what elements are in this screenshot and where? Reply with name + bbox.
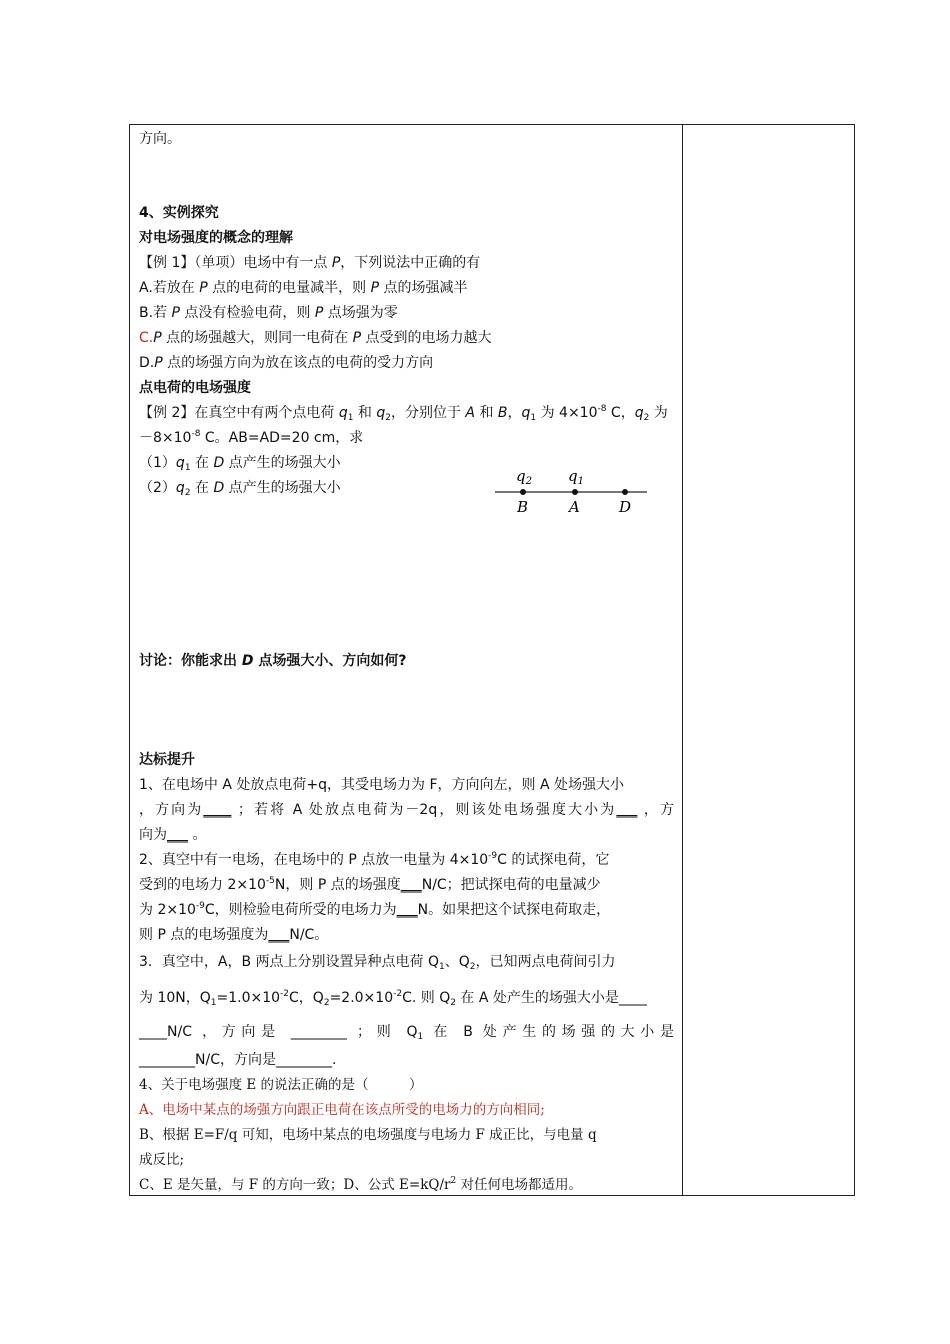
label-q1: $q_1$ (568, 467, 584, 487)
section-heading: 达标提升 (139, 752, 195, 768)
discussion-prompt: 讨论：你能求出 D 点场强大小、方向如何? (139, 653, 407, 669)
section-heading: 4、实例探究 (139, 205, 219, 221)
subsection-heading: 对电场强度的概念的理解 (139, 230, 293, 246)
label-a: A (569, 498, 580, 516)
example-1-question: 【例 1】（单项）电场中有一点 P，下列说法中正确的有 (139, 255, 481, 271)
point-a-dot (572, 489, 578, 495)
example-2-part-2: $(2)q_2$ 在 D 点产生的场强大小 (139, 480, 341, 498)
exercise-2-line-1: 2、真空中有一电场，在电场中的 P 点放一电量为 $4\times 10^{-9}C$ 的试探电荷，它 (139, 851, 610, 868)
exercise-4-question: 4、关于电场强度 E 的说法正确的是（ ） (139, 1077, 423, 1093)
option-b: B.若 P 点没有检验电荷，则 P 点场强为零 (139, 305, 398, 321)
point-d-dot (622, 489, 628, 495)
exercise-4-option-b: B、根据 E=F/q 可知，电场中某点的电场强度与电场力 F 成正比，与电量 q (139, 1127, 597, 1143)
exercise-4-option-a: A、电场中某点的场强方向跟正电荷在该点所受的电场力的方向相同; (139, 1102, 545, 1118)
text-line: 方向。 (139, 131, 181, 147)
label-b: B (517, 498, 529, 516)
example-2-line-2: $-8\times 10^{-8}$ C。AB=AD=20 cm，求 (139, 429, 364, 446)
subsection-heading: 点电荷的电场强度 (139, 380, 251, 396)
option-d: D.P 点的场强方向为放在该点的电荷的受力方向 (139, 355, 434, 371)
exercise-2-line-2: 受到的电场力 $2\times 10^{-5}N$，则 P 点的场强度___N/C；把试探电荷的电量减少 (139, 876, 601, 893)
exercise-1-line-3: 向为___ 。 (139, 827, 207, 843)
column-divider (682, 125, 683, 1195)
example-2-part-1: $(1)q_1$ 在 D 点产生的场强大小 (139, 455, 341, 473)
label-q2: $q_2$ (516, 467, 532, 487)
label-d: D (619, 498, 632, 516)
point-b-dot (520, 489, 526, 495)
example-2-line-1: 【例 2】在真空中有两个点电荷 $q_1$ 和 $q_2$，分别位于 A 和 B，$q_1$ 为 $4\times 10^{-8}$ C，$q_2$ 为 (139, 404, 668, 423)
option-c: C.P 点的场强越大，则同一电荷在 P 点受到的电场力越大 (139, 330, 492, 346)
exercise-4-option-b-cont: 成反比; (139, 1152, 185, 1168)
exercise-1-line-1: 1、在电场中 A 处放点电荷+q，其受电场力为 F，方向向左，则 A 处场强大小 (139, 777, 624, 793)
lesson-table (129, 124, 855, 1196)
exercise-3-line-1: 3．真空中，A，B 两点上分别设置异种点电荷 $Q_1$、$Q_2$，已知两点电荷间引力 (139, 954, 616, 972)
exercise-3-line-2: 为 10N，$Q_1=1.0\times 10^{-2}C$，$Q_2=2.0\times 10^{-2}C$. 则 $Q_2$ 在 A 处产生的场强大小是____ (139, 989, 647, 1008)
exercise-2-line-3: 为 $2\times 10^{-9}C$，则检验电荷所受的电场力为___N。如果把这个试探电荷取走， (139, 901, 611, 918)
exercise-4-option-c-d: C、E 是矢量，与 F 的方向一致；D、公式 $E=kQ/r^2$ 对任何电场都适用。 (139, 1176, 582, 1193)
exercise-1-line-2: ，方向为____ ；若将 A 处放点电荷为－2q，则该处电场强度大小为___ ，方 (139, 802, 674, 818)
exercise-2-line-4: 则 P 点的电场强度为___N/C。 (139, 927, 329, 943)
option-a: A.若放在 P 点的电荷的电量减半，则 P 点的场强减半 (139, 280, 468, 296)
charge-position-diagram (492, 463, 652, 519)
exercise-3-line-3: ____N/C ，方向是 ________ ；则 $Q_1$ 在 B 处产生的场强的大小是 (139, 1024, 674, 1042)
exercise-3-line-4: ________N/C，方向是________. (139, 1052, 337, 1068)
